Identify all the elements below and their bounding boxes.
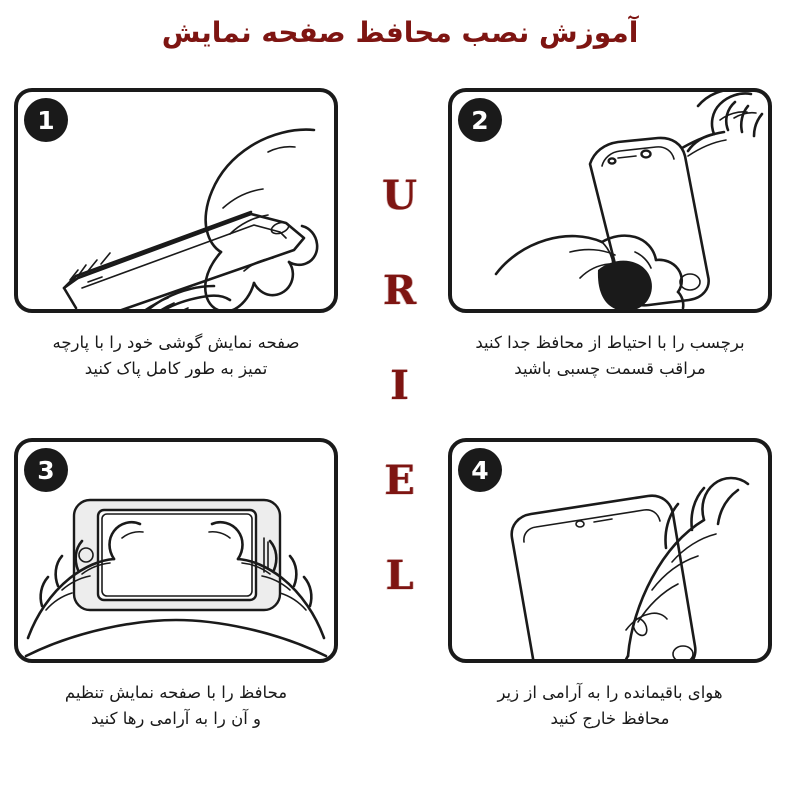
step-1-caption — [14, 330, 338, 381]
step-2-number-badge: 2 — [458, 98, 502, 142]
step-3-number-badge: 3 — [24, 448, 68, 492]
step-3-caption — [14, 680, 338, 731]
watermark-letter-r: R — [382, 267, 418, 314]
step-2-caption — [448, 330, 772, 381]
watermark-letter-l: L — [385, 552, 415, 599]
watermark-letter-i: I — [390, 362, 410, 409]
page-title: آموزش نصب محافظ صفحه نمایش — [161, 16, 639, 49]
step-1-caption-line-2: تمیز به طور کامل پاک کنید — [84, 358, 268, 378]
watermark-letter-e: E — [384, 457, 416, 504]
step-1-caption-line-1: صفحه نمایش گوشی خود را با پارچه — [52, 333, 300, 352]
step-4-caption — [448, 680, 772, 731]
step-2-caption-line-2: مراقب قسمت چسبی باشید — [514, 358, 706, 378]
step-4-caption-line-1: هوای باقیمانده را به آرامی از زیر — [497, 683, 723, 702]
step-4-number-badge: 4 — [458, 448, 502, 492]
brand-watermark — [356, 172, 444, 599]
watermark-letter-u: U — [382, 172, 418, 219]
step-4-caption-line-2: محافظ خارج کنید — [550, 708, 670, 728]
step-2-caption-line-1: برچسب را با احتیاط از محافظ جدا کنید — [475, 333, 745, 352]
step-3-caption-line-2: و آن را به آرامی رها کنید — [90, 708, 262, 728]
step-3-caption-line-1: محافظ را با صفحه نمایش تنظیم — [64, 683, 288, 702]
step-1-number-badge: 1 — [24, 98, 68, 142]
